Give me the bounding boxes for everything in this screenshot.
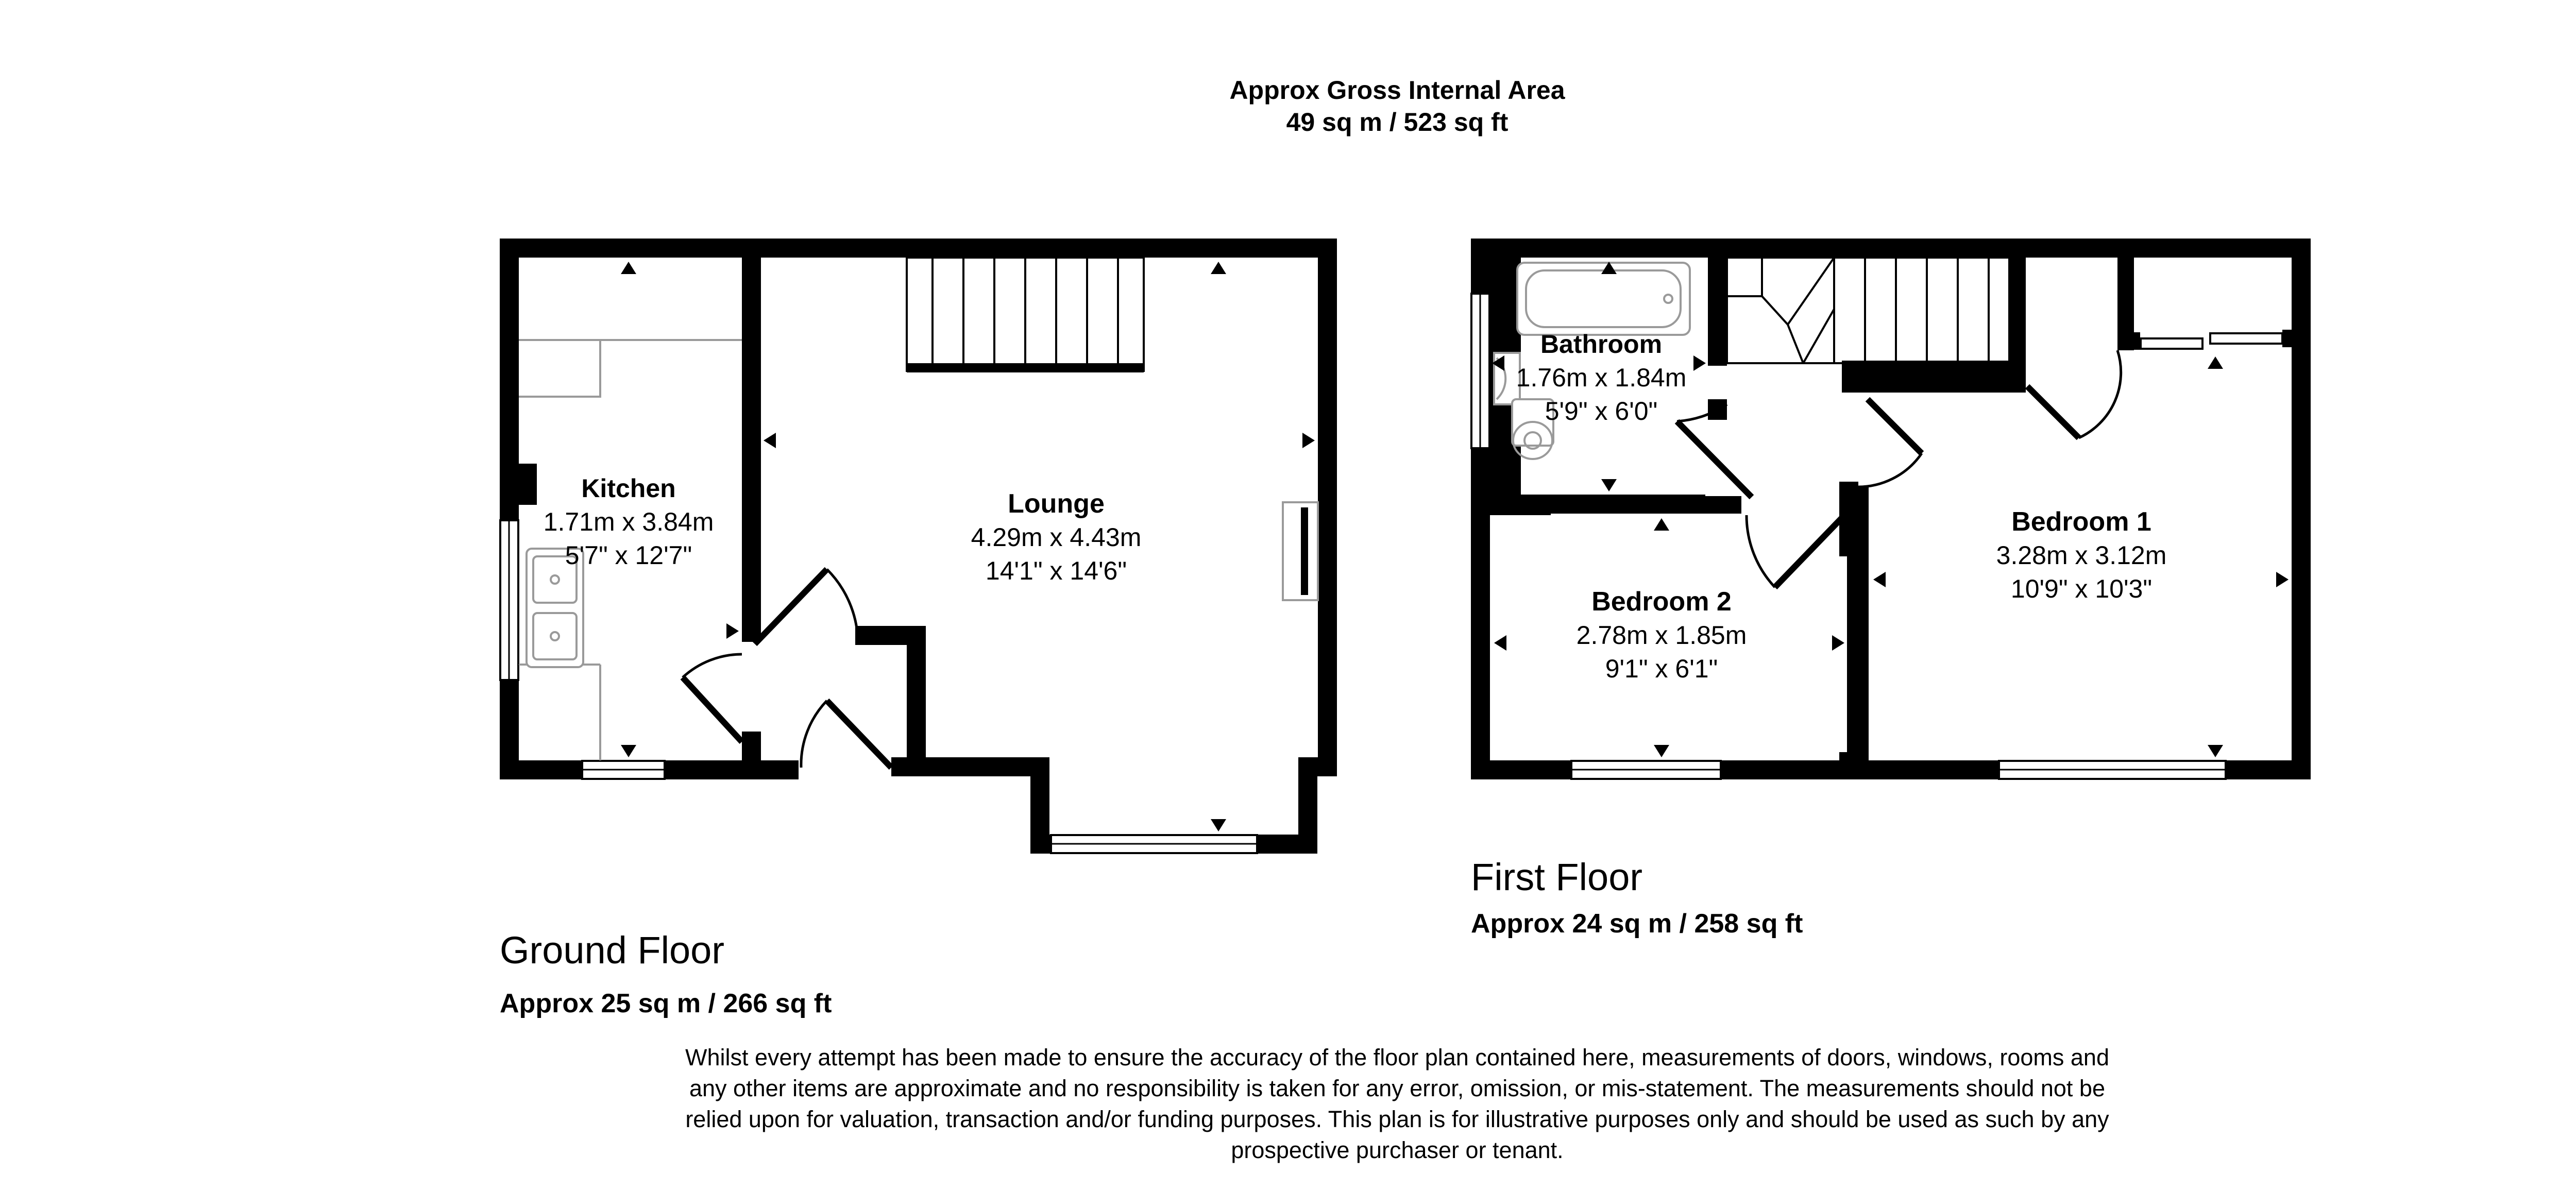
door [755,569,858,644]
first-floor-area: Approx 24 sq m / 258 sq ft [1471,909,1803,939]
bedroom1-metric: 3.28m x 3.12m [1996,541,2167,570]
wall [907,626,926,776]
wall [1842,361,2022,393]
measure-arrow-icon [2208,356,2223,369]
measure-arrow-icon [1693,355,1706,371]
first-floor-title: First Floor [1471,856,1642,898]
wall [2117,258,2134,350]
ground-floor-area: Approx 25 sq m / 266 sq ft [500,989,832,1018]
measure-arrow-icon [1654,518,1669,531]
wall [2292,239,2311,779]
door [1747,513,1847,587]
door [801,701,891,768]
door [1855,399,1922,487]
bathroom-metric: 1.76m x 1.84m [1516,363,1687,392]
measure-arrow-icon [1211,819,1226,831]
measure-arrow-icon [1494,635,1506,651]
disclaimer-line: Whilst every attempt has been made to ensure the accuracy of the floor plan contained here, measurements of doors, windows, rooms and [685,1044,2109,1070]
kitchen-imperial: 5'7" x 12'7" [565,541,692,570]
disclaimer-line: prospective purchaser or tenant. [1231,1137,1564,1163]
bedroom2-name: Bedroom 2 [1591,587,1732,617]
measure-arrow-icon [1654,745,1669,757]
first-floor-plan [1471,239,2311,779]
wall [742,239,761,642]
measure-arrow-icon [2276,572,2289,587]
disclaimer-line: any other items are approximate and no responsibility is taken for any error, omission, or mis-statement. The measurements should not be [689,1075,2105,1101]
measure-arrow-icon [1832,635,1844,651]
wall [1520,495,1705,514]
compass-rose-icon [2541,0,2576,252]
door [2027,350,2121,438]
kitchen-worktop [519,340,742,458]
measure-arrow-icon [764,433,776,448]
measure-arrow-icon [726,623,739,639]
lounge-name: Lounge [1008,489,1105,519]
wall [1705,496,1741,514]
measure-arrow-icon [621,262,636,274]
wall [742,732,761,779]
disclaimer-line: relied upon for valuation, transaction and/or funding purposes. This plan is for illustrative purposes only and should be used as such by any [685,1106,2109,1132]
staircase [1727,258,2009,363]
bedroom1-imperial: 10'9" x 10'3" [2010,574,2153,603]
measure-arrow-icon [621,745,636,757]
wardrobe-door [2210,333,2282,344]
bedroom2-imperial: 9'1" x 6'1" [1605,654,1718,683]
wall [1708,258,1727,366]
lounge-metric: 4.29m x 4.43m [971,523,1142,552]
wall [519,464,537,505]
door [683,654,742,742]
wall [2009,258,2026,393]
wardrobe-door [2141,338,2202,349]
kitchen-metric: 1.71m x 3.84m [543,507,714,536]
wall [1850,486,1869,779]
gross-area-title: Approx Gross Internal Area [1229,76,1565,105]
wall [500,239,1337,258]
measure-arrow-icon [1302,433,1315,448]
ground-floor-plan [500,239,1337,854]
gross-area-value: 49 sq m / 523 sq ft [1286,108,1509,137]
staircase [907,258,1144,372]
fireplace [1283,502,1318,600]
ground-floor-title: Ground Floor [500,929,724,972]
wall [500,239,519,779]
measure-arrow-icon [1873,572,1886,587]
wall [1471,239,2311,258]
lounge-imperial: 14'1" x 14'6" [985,556,1127,585]
bathroom-imperial: 5'9" x 6'0" [1545,397,1658,426]
wall [855,626,926,645]
bedroom1-name: Bedroom 1 [2011,507,2151,537]
kitchen-name: Kitchen [581,474,676,503]
measure-arrow-icon [1211,262,1226,274]
bathroom-name: Bathroom [1540,330,1663,359]
wall [1318,239,1337,774]
measure-arrow-icon [1601,479,1617,491]
measure-arrow-icon [2208,745,2223,757]
bedroom2-metric: 2.78m x 1.85m [1576,621,1747,650]
